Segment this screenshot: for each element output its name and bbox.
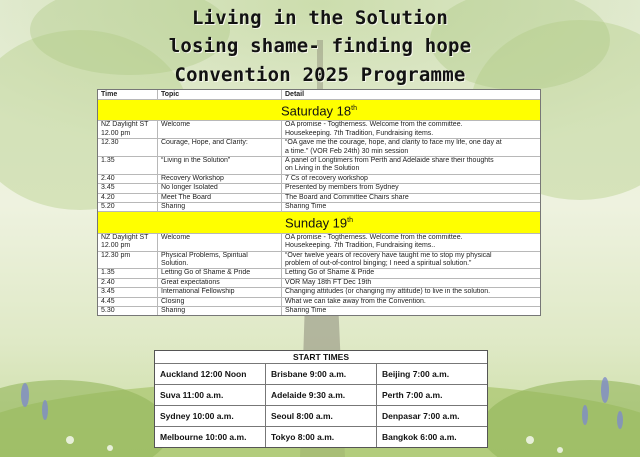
start-times-table bbox=[154, 350, 488, 448]
table-row bbox=[98, 269, 540, 278]
time-cell: 5.30 bbox=[98, 307, 158, 315]
day-heading-sunday bbox=[98, 212, 540, 233]
time-cell: 2.40 bbox=[98, 279, 158, 287]
start-time-cell: Auckland 12:00 Noon bbox=[155, 364, 266, 384]
detail-text: OA promise - Togtherness. Welcome from the committee. bbox=[285, 233, 463, 241]
detail-cell bbox=[282, 121, 540, 138]
time-text: NZ Daylight ST bbox=[101, 233, 149, 241]
topic-cell: Sharing bbox=[158, 307, 282, 315]
day-label: Saturday 18 bbox=[281, 103, 352, 119]
topic-cell: “Living in the Solution” bbox=[158, 157, 282, 174]
programme-table bbox=[97, 89, 541, 316]
time-cell: 4.45 bbox=[98, 298, 158, 306]
day-heading-saturday bbox=[98, 100, 540, 121]
table-row bbox=[98, 288, 540, 297]
header-time: Time bbox=[98, 90, 158, 99]
detail-text: a time.” (VOR Feb 24th) 30 min session bbox=[285, 147, 409, 155]
topic-cell: Courage, Hope, and Clarity: bbox=[158, 139, 282, 156]
table-row bbox=[98, 184, 540, 193]
detail-cell: Sharing Time bbox=[285, 202, 327, 210]
time-cell: 12.30 pm bbox=[98, 252, 158, 269]
time-cell: 1.35 bbox=[98, 157, 158, 174]
time-text: 12.00 pm bbox=[101, 242, 131, 250]
table-row bbox=[98, 139, 540, 157]
title-line-3: Convention 2025 Programme bbox=[174, 64, 466, 86]
detail-cell bbox=[282, 139, 540, 156]
time-cell: 3.45 bbox=[98, 184, 158, 192]
detail-text: A panel of Longtimers from Perth and Adelaide share their thoughts bbox=[285, 156, 494, 164]
start-time-cell: Bangkok 6:00 a.m. bbox=[382, 432, 457, 442]
start-times-title: START TIMES bbox=[155, 351, 487, 364]
topic-cell bbox=[158, 252, 282, 269]
detail-cell bbox=[282, 234, 540, 251]
table-row bbox=[98, 194, 540, 203]
start-time-cell: Seoul 8:00 a.m. bbox=[266, 406, 377, 426]
start-time-cell: Adelaide 9:30 a.m. bbox=[266, 385, 377, 405]
topic-cell: Sharing bbox=[158, 203, 282, 211]
detail-cell: Changing attitudes (or changing my attitude) to live in the solution. bbox=[285, 288, 491, 296]
start-times-row bbox=[155, 406, 487, 427]
detail-cell: The Board and Committee Chairs share bbox=[285, 193, 409, 201]
start-time-cell: Denpasar 7:00 a.m. bbox=[382, 411, 460, 421]
time-cell: 5.20 bbox=[98, 203, 158, 211]
time-cell bbox=[98, 234, 158, 251]
table-row bbox=[98, 121, 540, 139]
start-time-cell: Brisbane 9:00 a.m. bbox=[266, 364, 377, 384]
time-text: NZ Daylight ST bbox=[101, 121, 149, 129]
detail-text: Housekeeping. 7th Tradition, Fundraising items. bbox=[285, 129, 434, 137]
detail-cell: Presented by members from Sydney bbox=[285, 184, 399, 192]
day-label: Sunday 19 bbox=[284, 215, 348, 231]
time-cell: 2.40 bbox=[98, 175, 158, 183]
table-row bbox=[98, 234, 540, 252]
header-detail: Detail bbox=[285, 91, 305, 98]
detail-text: Housekeeping. 7th Tradition, Fundraising items.. bbox=[285, 242, 436, 250]
start-time-cell: Perth 7:00 a.m. bbox=[382, 390, 443, 400]
topic-cell: Letting Go of Shame & Pride bbox=[158, 269, 282, 277]
table-row bbox=[98, 307, 540, 315]
detail-cell bbox=[282, 252, 540, 269]
start-time-cell: Tokyo 8:00 a.m. bbox=[266, 427, 377, 447]
topic-cell: Recovery Workshop bbox=[158, 175, 282, 183]
detail-cell: VOR May 18th FT Dec 19th bbox=[285, 278, 372, 286]
start-time-cell: Suva 11:00 a.m. bbox=[155, 385, 266, 405]
title-line-2: losing shame- finding hope bbox=[168, 35, 472, 57]
topic-text: Physical Problems, Spiritual bbox=[161, 251, 248, 259]
start-times-row bbox=[155, 364, 487, 385]
topic-cell: Great expectations bbox=[158, 279, 282, 287]
detail-cell bbox=[282, 157, 540, 174]
topic-cell: Welcome bbox=[158, 234, 282, 251]
detail-text: “Over twelve years of recovery have taught me to stop my physical bbox=[285, 251, 492, 259]
title-line-1: Living in the Solution bbox=[191, 7, 449, 29]
topic-cell: Closing bbox=[158, 298, 282, 306]
time-cell: 3.45 bbox=[98, 288, 158, 296]
detail-text: OA promise - Togtherness. Welcome from the committee. bbox=[285, 121, 463, 129]
detail-text: problem of out-of-control binging; I need a spiritual solution.” bbox=[285, 259, 472, 267]
detail-cell: Sharing Time bbox=[285, 306, 327, 314]
table-header-row bbox=[98, 90, 540, 100]
table-row bbox=[98, 279, 540, 288]
table-row bbox=[98, 252, 540, 270]
time-cell: 4.20 bbox=[98, 194, 158, 202]
day-suffix: th bbox=[347, 217, 353, 225]
detail-cell: Letting Go of Shame & Pride bbox=[285, 269, 375, 277]
start-time-cell: Sydney 10:00 a.m. bbox=[155, 406, 266, 426]
table-row bbox=[98, 175, 540, 184]
time-cell: 1.35 bbox=[98, 269, 158, 277]
time-text: 12.00 pm bbox=[101, 129, 131, 137]
table-row bbox=[98, 157, 540, 175]
header-topic: Topic bbox=[158, 90, 282, 99]
topic-cell: International Fellowship bbox=[158, 288, 282, 296]
detail-cell: What we can take away from the Convention. bbox=[285, 297, 426, 305]
topic-cell: Meet The Board bbox=[158, 194, 282, 202]
start-time-cell: Beijing 7:00 a.m. bbox=[382, 369, 450, 379]
detail-text: on Living in the Solution bbox=[285, 165, 360, 173]
topic-cell: Welcome bbox=[158, 121, 282, 138]
detail-text: “OA gave me the courage, hope, and clarity to face my life, one day at bbox=[285, 139, 502, 147]
start-times-row bbox=[155, 427, 487, 447]
time-cell: 12.30 bbox=[98, 139, 158, 156]
topic-cell: No longer Isolated bbox=[158, 184, 282, 192]
detail-cell: 7 Cs of recovery workshop bbox=[285, 174, 368, 182]
time-cell bbox=[98, 121, 158, 138]
table-row bbox=[98, 203, 540, 212]
topic-text: Solution. bbox=[161, 259, 189, 267]
start-time-cell: Melbourne 10:00 a.m. bbox=[155, 427, 266, 447]
table-row bbox=[98, 298, 540, 307]
day-suffix: th bbox=[351, 105, 357, 112]
start-times-row bbox=[155, 385, 487, 406]
